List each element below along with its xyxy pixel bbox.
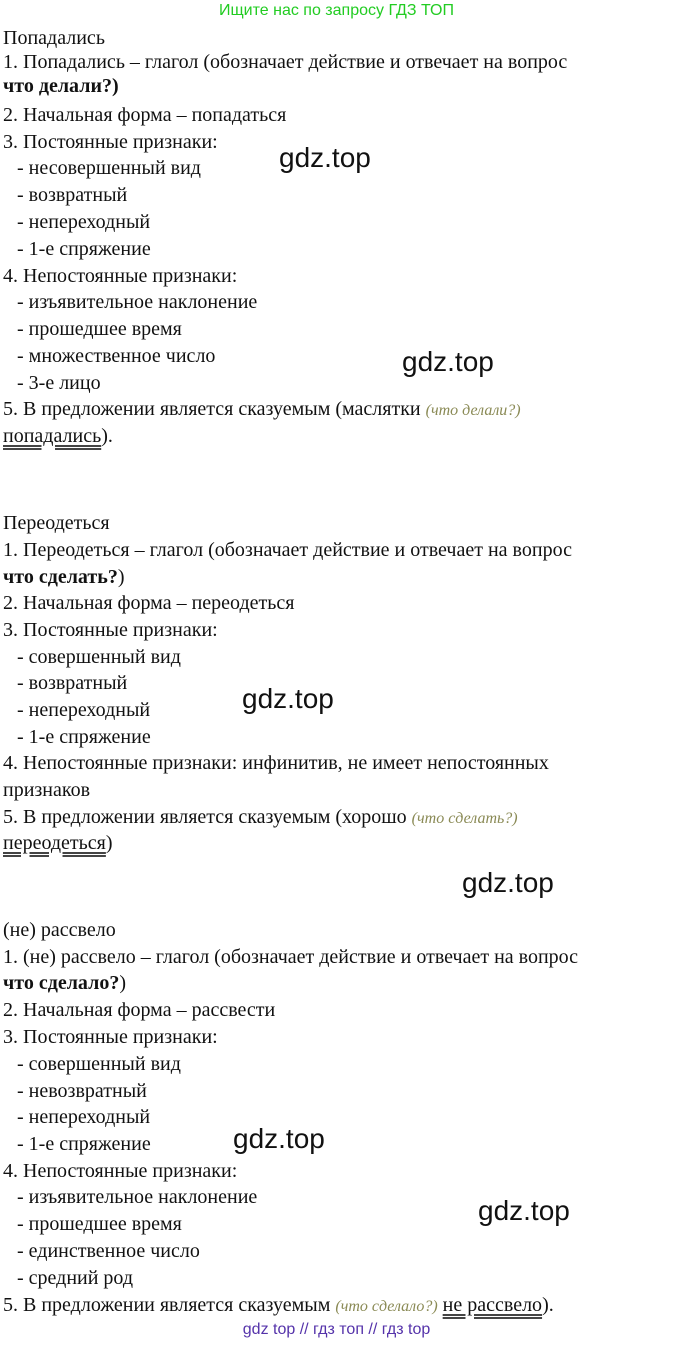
punct: ). [542, 1294, 554, 1316]
list-item: - невозвратный [17, 1080, 147, 1102]
point-5-cont [3, 424, 113, 448]
point-4-cont: признаков [3, 779, 91, 801]
point-5 [3, 397, 521, 423]
point-5 [3, 1293, 554, 1319]
list-item: - прошедшее время [17, 318, 182, 340]
watermark: gdz.top [462, 867, 554, 898]
predicate-word: попадались [3, 425, 102, 447]
point-5-text: 5. В предложении является сказуемым (маслятки [3, 398, 421, 420]
list-item: - совершенный вид [17, 1053, 181, 1075]
point-3: 3. Постоянные признаки: [3, 1026, 218, 1048]
list-item: - непереходный [17, 1106, 151, 1128]
list-item: - единственное число [17, 1240, 200, 1262]
watermark: gdz.top [233, 1123, 325, 1154]
list-item: - 1-е спряжение [17, 1133, 151, 1155]
point-3: 3. Постоянные признаки: [3, 131, 218, 153]
point-4: 4. Непостоянные признаки: инфинитив, не имеет непостоянных [3, 752, 549, 774]
point-3: 3. Постоянные признаки: [3, 619, 218, 641]
list-item: - изъявительное наклонение [17, 1186, 258, 1208]
point-5 [3, 805, 518, 831]
point-1-cont [3, 971, 126, 995]
list-item: - множественное число [17, 345, 216, 367]
question-hint: (что делали?) [425, 402, 521, 419]
question-hint: (что сделать?) [411, 810, 518, 827]
point-1-cont [3, 565, 125, 589]
punct: ) [105, 832, 113, 854]
list-item: - возвратный [17, 184, 128, 206]
point-5-text: 5. В предложении является сказуемым [3, 1294, 331, 1316]
point-5-cont [3, 831, 113, 855]
search-hint-link[interactable]: Ищите нас по запросу ГДЗ ТОП [219, 2, 454, 19]
predicate-word: не рассвело [442, 1294, 543, 1316]
question-bold: что сделало? [3, 972, 120, 994]
punct: ). [101, 425, 113, 447]
point-5-text: 5. В предложении является сказуемым (хорошо [3, 806, 407, 828]
point-1: 1. Попадались – глагол (обозначает действие и отвечает на вопрос [3, 51, 568, 73]
point-2: 2. Начальная форма – попадаться [3, 104, 287, 126]
list-item: - совершенный вид [17, 646, 181, 668]
footer-links[interactable]: gdz top // гдз топ // гдз top [242, 1321, 431, 1338]
list-item: - возвратный [17, 672, 128, 694]
question-bold: что делали?) [3, 75, 119, 97]
question-hint: (что сделало?) [335, 1298, 438, 1315]
list-item: - прошедшее время [17, 1213, 182, 1235]
point-2: 2. Начальная форма – переодеться [3, 592, 295, 614]
list-item: - 1-е спряжение [17, 726, 151, 748]
point-1: 1. (не) рассвело – глагол (обозначает действие и отвечает на вопрос [3, 946, 579, 968]
question-bold: что сделать? [3, 566, 118, 588]
point-2: 2. Начальная форма – рассвести [3, 999, 276, 1021]
section-title: Переодеться [3, 512, 110, 534]
punct: ) [117, 566, 125, 588]
list-item: - средний род [17, 1267, 134, 1289]
punct: ) [119, 972, 126, 994]
list-item: - непереходный [17, 211, 151, 233]
list-item: - 1-е спряжение [17, 238, 151, 260]
predicate-word: переодеться [3, 832, 106, 854]
list-item: - 3-е лицо [17, 372, 101, 394]
point-1: 1. Переодеться – глагол (обозначает действие и отвечает на вопрос [3, 539, 572, 561]
section-title: (не) рассвело [3, 919, 116, 941]
list-item: - непереходный [17, 699, 151, 721]
point-4: 4. Непостоянные признаки: [3, 265, 238, 287]
watermark: gdz.top [242, 683, 334, 714]
watermark: gdz.top [478, 1195, 570, 1226]
point-4: 4. Непостоянные признаки: [3, 1160, 238, 1182]
section-title: Попадались [3, 27, 105, 49]
list-item: - изъявительное наклонение [17, 291, 258, 313]
watermark: gdz.top [402, 346, 494, 377]
list-item: - несовершенный вид [17, 157, 201, 179]
watermark: gdz.top [279, 142, 371, 173]
